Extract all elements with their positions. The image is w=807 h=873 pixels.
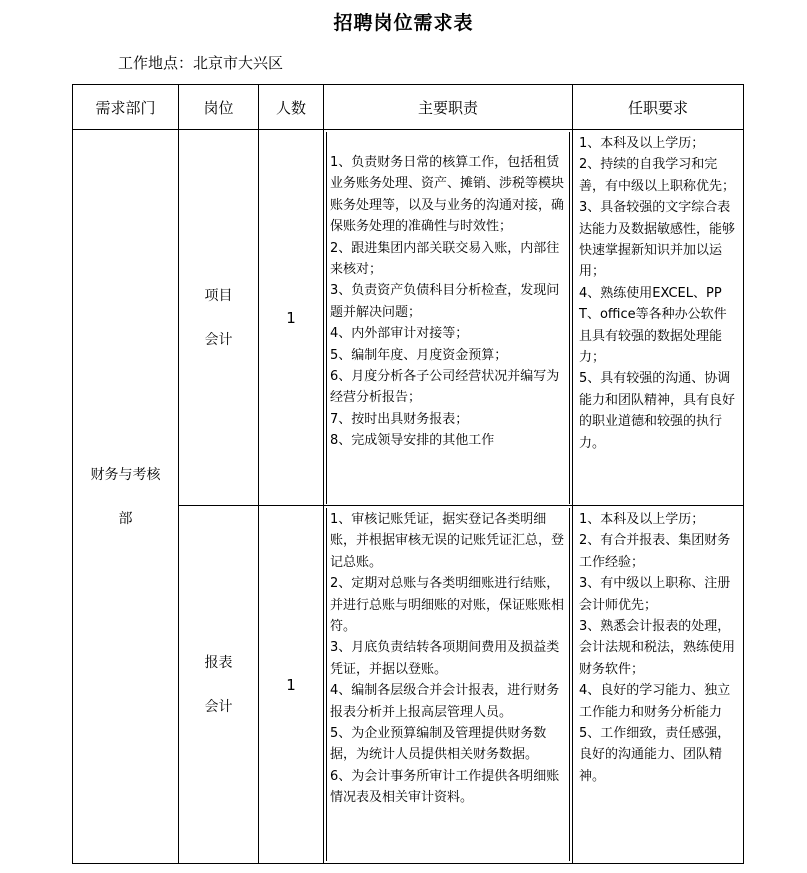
list-item: 2、定期对总账与各类明细账进行结账，并进行总账与明细账的对账，保证账账相符。 xyxy=(330,576,565,635)
cell-inner-border xyxy=(326,508,327,861)
header-position: 岗位 xyxy=(178,84,259,130)
table-row-2-requirements xyxy=(572,505,744,864)
list-item: 1、审核记账凭证，据实登记各类明细账，并根据审核无误的记账凭证汇总，登记总账。 xyxy=(330,512,565,570)
position-line-1: 报表 xyxy=(204,654,233,671)
text-cursor xyxy=(743,129,744,143)
table-row-2-duties xyxy=(323,505,573,864)
duties-list xyxy=(324,506,572,809)
requirements-list xyxy=(573,130,743,454)
list-item: 6、为会计事务所审计工作提供各明细账情况表及相关审计资料。 xyxy=(330,768,560,806)
list-item: 4、编制各层级合并会计报表，进行财务报表分析并上报高层管理人员。 xyxy=(330,683,560,720)
cell-inner-border xyxy=(569,508,570,861)
header-requirements: 任职要求 xyxy=(572,84,744,130)
department-line-1: 财务与考核 xyxy=(90,466,161,483)
header-duties: 主要职责 xyxy=(323,84,573,130)
list-item: 3、月底负责结转各项期间费用及损益类凭证，并据以登账。 xyxy=(330,640,560,677)
header-department: 需求部门 xyxy=(72,84,179,130)
list-item: 2、有合并报表、集团财务工作经验； xyxy=(579,533,731,570)
list-item: 6、月度分析各子公司经营状况并编写为经营分析报告； xyxy=(330,369,560,406)
department-cell xyxy=(72,129,179,864)
cell-inner-border xyxy=(326,132,327,504)
list-item: 8、完成领导安排的其他工作 xyxy=(330,433,495,449)
list-item: 4、内外部审计对接等； xyxy=(330,326,469,342)
position-line-1: 项目 xyxy=(204,287,233,304)
list-item: 5、具有较强的沟通、协调能力和团队精神，具有良好的职业道德和较强的执行力。 xyxy=(579,371,736,451)
requirements-list xyxy=(573,506,743,787)
list-item: 5、为企业预算编制及管理提供财务数据，为统计人员提供相关财务数据。 xyxy=(330,726,547,763)
list-item: 1、负责财务日常的核算工作，包括租赁业务账务处理、资产、摊销、涉税等模块账务处理等，以及与业务的沟通对接，确保账务处理的准确性与时效性； xyxy=(330,155,565,235)
list-item: 2、跟进集团内部关联交易入账，内部往来核对； xyxy=(330,240,560,278)
duties-list xyxy=(324,130,572,452)
list-item: 1、本科及以上学历； xyxy=(579,136,705,151)
cell-inner-border xyxy=(569,132,570,504)
list-item: 5、编制年度、月度资金预算； xyxy=(330,347,508,363)
recruitment-table xyxy=(72,84,744,864)
work-location: 工作地点：北京市大兴区 xyxy=(118,54,284,72)
list-item: 3、具备较强的文字综合表达能力及数据敏感性，能够快速掌握新知识并加以运用； xyxy=(579,200,736,280)
table-row-1-duties xyxy=(323,129,573,506)
list-item: 3、有中级以上职称、注册会计师优先； xyxy=(579,576,731,613)
position-line-2: 会计 xyxy=(204,331,233,348)
list-item: 5、工作细致，责任感强，良好的沟通能力、团队精神。 xyxy=(579,726,731,784)
table-row-1-count: 1 xyxy=(258,129,324,506)
list-item: 1、本科及以上学历； xyxy=(579,512,705,527)
list-item: 2、持续的自我学习和完善，有中级以上职称优先； xyxy=(579,157,736,194)
list-item: 4、熟练使用EXCEL、PPT、office等各种办公软件且具有较强的数据处理能力； xyxy=(579,285,727,366)
position-name xyxy=(205,641,233,729)
table-row-2-position xyxy=(178,505,259,864)
position-line-2: 会计 xyxy=(204,698,233,715)
department-name xyxy=(73,453,178,541)
header-count: 人数 xyxy=(258,84,324,130)
page-title: 招聘岗位需求表 xyxy=(333,12,474,34)
list-item: 3、负责资产负债科目分析检查，发现问题并解决问题； xyxy=(330,283,560,320)
list-item: 7、按时出具财务报表； xyxy=(330,411,469,427)
list-item: 3、熟悉会计报表的处理，会计法规和税法，熟练使用财务软件； xyxy=(579,619,736,677)
table-row-1-requirements xyxy=(572,129,744,506)
department-line-2: 部 xyxy=(118,510,133,527)
table-row-1-position xyxy=(178,129,259,506)
list-item: 4、良好的学习能力、独立工作能力和财务分析能力 xyxy=(579,683,731,720)
position-name xyxy=(205,274,233,362)
table-row-2-count: 1 xyxy=(258,505,324,864)
